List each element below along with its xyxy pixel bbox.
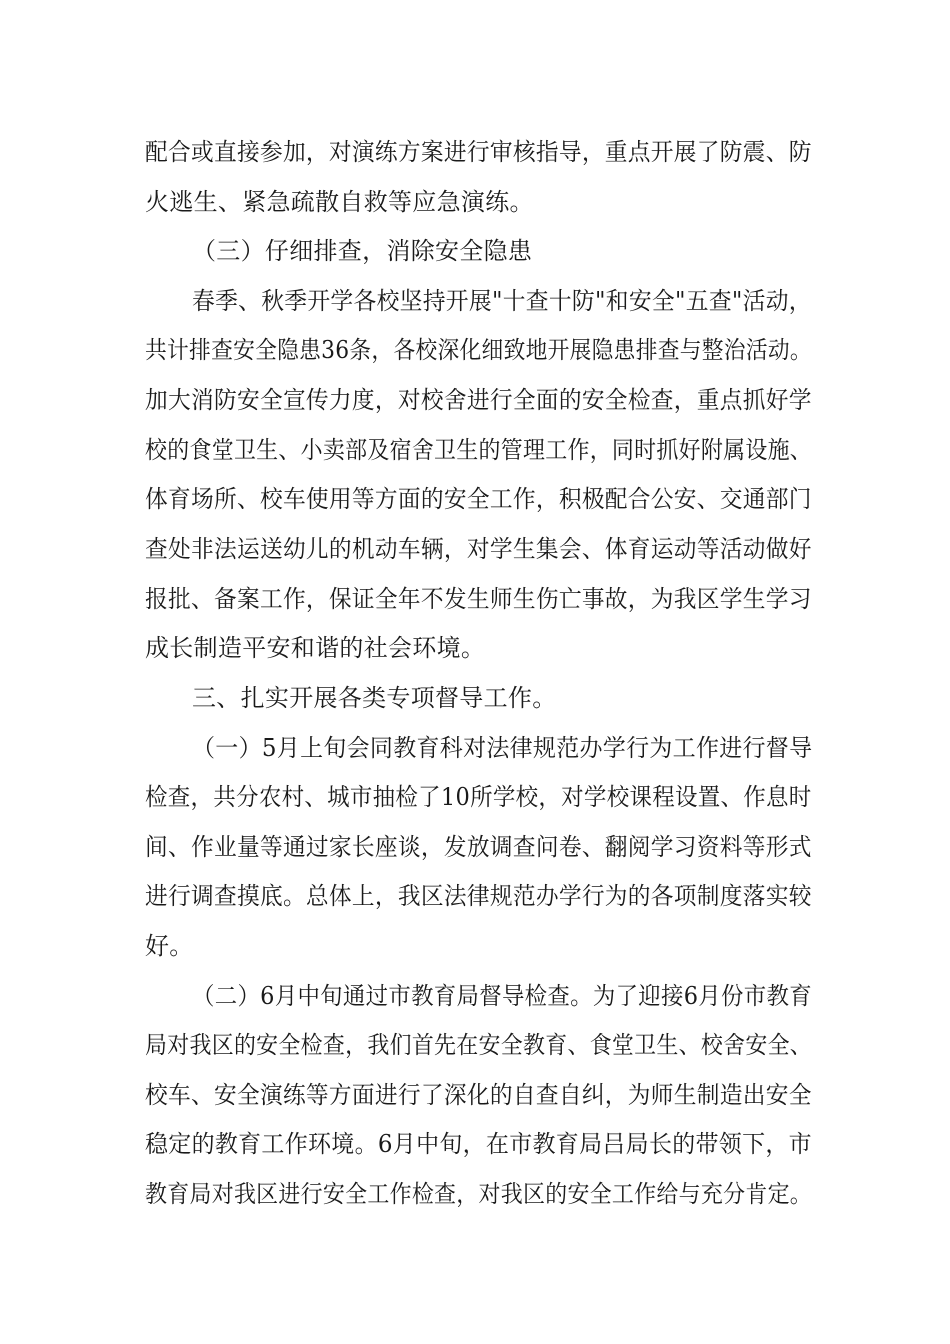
paragraph-line: 查处非法运送幼儿的机动车辆，对学生集会、体育运动等活动做好 bbox=[145, 535, 812, 563]
paragraph-line: 体育场所、校车使用等方面的安全工作，积极配合公安、交通部门 bbox=[145, 485, 812, 513]
paragraph-line: 进行调查摸底。总体上，我区法律规范办学行为的各项制度落实较 bbox=[145, 882, 812, 910]
paragraph-line: 好。 bbox=[145, 932, 194, 960]
paragraph-line: 配合或直接参加，对演练方案进行审核指导，重点开展了防震、防 bbox=[145, 138, 812, 166]
paragraph-line: 教育局对我区进行安全工作检查，对我区的安全工作给与充分肯定。 bbox=[145, 1180, 813, 1208]
paragraph-line: 校的食堂卫生、小卖部及宿舍卫生的管理工作，同时抓好附属设施、 bbox=[145, 436, 813, 464]
paragraph-line: 加大消防安全宣传力度，对校舍进行全面的安全检查，重点抓好学 bbox=[145, 386, 812, 414]
paragraph-line: （二）6月中旬通过市教育局督导检查。为了迎接6月份市教育 bbox=[192, 982, 812, 1010]
paragraph-line: 稳定的教育工作环境。6月中旬，在市教育局吕局长的带领下，市 bbox=[145, 1130, 812, 1158]
paragraph-line: 报批、备案工作，保证全年不发生师生伤亡事故，为我区学生学习 bbox=[145, 585, 812, 613]
paragraph-line: （一）5月上旬会同教育科对法律规范办学行为工作进行督导 bbox=[192, 734, 813, 762]
section-heading: （三）仔细排查，消除安全隐患 bbox=[192, 237, 533, 265]
section-heading: 三、扎实开展各类专项督导工作。 bbox=[192, 684, 557, 712]
paragraph-line: 火逃生、紧急疏散自救等应急演练。 bbox=[145, 188, 534, 216]
paragraph-line: 共计排查安全隐患36条，各校深化细致地开展隐患排查与整治活动。 bbox=[145, 336, 812, 364]
paragraph-line: 春季、秋季开学各校坚持开展"十查十防"和安全"五查"活动， bbox=[192, 287, 812, 315]
paragraph-line: 校车、安全演练等方面进行了深化的自查自纠，为师生制造出安全 bbox=[145, 1081, 812, 1109]
paragraph-line: 成长制造平安和谐的社会环境。 bbox=[145, 634, 486, 662]
paragraph-line: 局对我区的安全检查，我们首先在安全教育、食堂卫生、校舍安全、 bbox=[145, 1031, 813, 1059]
paragraph-line: 检查，共分农村、城市抽检了10所学校，对学校课程设置、作息时 bbox=[145, 783, 812, 811]
paragraph-line: 间、作业量等通过家长座谈，发放调查问卷、翻阅学习资料等形式 bbox=[145, 833, 812, 861]
